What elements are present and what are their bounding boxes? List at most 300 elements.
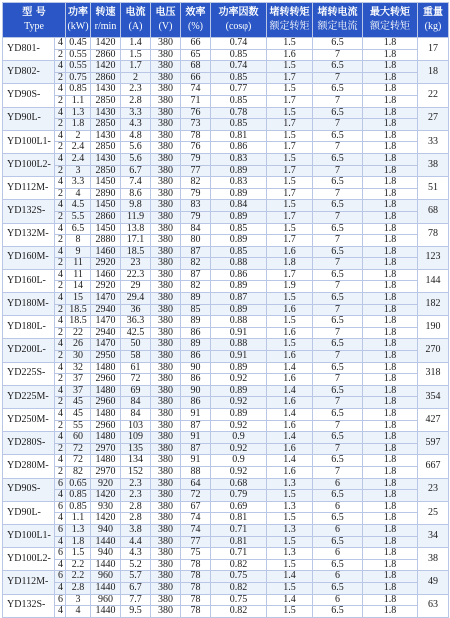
locked-torque-cell: 1.5	[267, 177, 313, 189]
power-cell: 1.8	[66, 536, 91, 548]
weight-cell: 38	[418, 548, 449, 571]
power-cell: 26	[66, 339, 91, 351]
poles-cell: 4	[55, 536, 66, 548]
power-cell: 0.55	[66, 49, 91, 61]
voltage-cell: 380	[151, 536, 181, 548]
table-row	[3, 432, 449, 444]
current-cell: 29	[121, 281, 151, 293]
current-cell: 1.4	[121, 38, 151, 50]
locked-current-cell: 7	[313, 72, 363, 84]
current-cell: 4.8	[121, 130, 151, 142]
speed-cell: 1430	[91, 107, 121, 119]
power-cell: 9	[66, 246, 91, 258]
efficiency-cell: 79	[181, 188, 211, 200]
locked-torque-cell: 1.5	[267, 339, 313, 351]
power-factor-cell: 0.86	[211, 142, 267, 154]
locked-torque-cell: 1.7	[267, 165, 313, 177]
locked-torque-cell: 1.5	[267, 316, 313, 328]
voltage-cell: 380	[151, 606, 181, 618]
power-factor-cell: 0.69	[211, 501, 267, 513]
poles-cell: 2	[55, 351, 66, 363]
efficiency-cell: 91	[181, 409, 211, 421]
efficiency-cell: 76	[181, 142, 211, 154]
efficiency-cell: 74	[181, 524, 211, 536]
poles-cell: 6	[55, 594, 66, 606]
current-cell: 109	[121, 432, 151, 444]
max-torque-cell: 1.8	[363, 606, 418, 618]
max-torque-cell: 1.8	[363, 409, 418, 421]
voltage-cell: 380	[151, 84, 181, 96]
max-torque-cell: 1.8	[363, 281, 418, 293]
locked-torque-cell: 1.6	[267, 443, 313, 455]
model-cell: YD132M-	[3, 223, 55, 246]
poles-cell: 2	[55, 95, 66, 107]
poles-cell: 4	[55, 559, 66, 571]
locked-current-cell: 7	[313, 443, 363, 455]
table-row	[3, 536, 449, 548]
header-voltage: 电压 (V)	[151, 3, 181, 38]
current-cell: 1.7	[121, 61, 151, 73]
locked-current-cell: 7	[313, 304, 363, 316]
voltage-cell: 380	[151, 490, 181, 502]
current-cell: 84	[121, 397, 151, 409]
header-max-torque: 最大转矩 额定转矩	[363, 3, 418, 38]
power-cell: 37	[66, 385, 91, 397]
poles-cell: 2	[55, 281, 66, 293]
voltage-cell: 380	[151, 594, 181, 606]
model-cell: YD100L2-	[3, 153, 55, 176]
efficiency-cell: 89	[181, 339, 211, 351]
locked-torque-cell: 1.6	[267, 327, 313, 339]
table-row	[3, 374, 449, 386]
max-torque-cell: 1.8	[363, 327, 418, 339]
efficiency-cell: 85	[181, 304, 211, 316]
weight-cell: 123	[418, 246, 449, 269]
table-row	[3, 409, 449, 421]
power-cell: 0.45	[66, 38, 91, 50]
poles-cell: 2	[55, 397, 66, 409]
table-row	[3, 455, 449, 467]
power-cell: 1.5	[66, 548, 91, 560]
power-cell: 0.85	[66, 84, 91, 96]
power-factor-cell: 0.85	[211, 72, 267, 84]
table-row	[3, 385, 449, 397]
voltage-cell: 380	[151, 351, 181, 363]
locked-current-cell: 6.5	[313, 61, 363, 73]
max-torque-cell: 1.8	[363, 84, 418, 96]
poles-cell: 6	[55, 478, 66, 490]
power-cell: 0.65	[66, 478, 91, 490]
efficiency-cell: 67	[181, 501, 211, 513]
efficiency-cell: 77	[181, 165, 211, 177]
speed-cell: 1440	[91, 559, 121, 571]
power-cell: 4	[66, 188, 91, 200]
locked-current-cell: 7	[313, 397, 363, 409]
speed-cell: 1420	[91, 38, 121, 50]
speed-cell: 1440	[91, 536, 121, 548]
speed-cell: 1430	[91, 130, 121, 142]
speed-cell: 1450	[91, 177, 121, 189]
voltage-cell: 380	[151, 61, 181, 73]
speed-cell: 2880	[91, 235, 121, 247]
current-cell: 103	[121, 420, 151, 432]
locked-current-cell: 6.5	[313, 84, 363, 96]
power-factor-cell: 0.83	[211, 177, 267, 189]
poles-cell: 4	[55, 84, 66, 96]
speed-cell: 1430	[91, 84, 121, 96]
table-row	[3, 501, 449, 513]
speed-cell: 1480	[91, 362, 121, 374]
current-cell: 2.3	[121, 84, 151, 96]
current-cell: 4.3	[121, 119, 151, 131]
current-cell: 7.4	[121, 177, 151, 189]
efficiency-cell: 90	[181, 362, 211, 374]
voltage-cell: 380	[151, 38, 181, 50]
max-torque-cell: 1.8	[363, 397, 418, 409]
voltage-cell: 380	[151, 409, 181, 421]
locked-current-cell: 7	[313, 211, 363, 223]
max-torque-cell: 1.8	[363, 594, 418, 606]
power-factor-cell: 0.74	[211, 38, 267, 50]
locked-current-cell: 6.5	[313, 339, 363, 351]
table-row	[3, 443, 449, 455]
current-cell: 29.4	[121, 293, 151, 305]
power-factor-cell: 0.92	[211, 443, 267, 455]
power-factor-cell: 0.88	[211, 258, 267, 270]
voltage-cell: 380	[151, 95, 181, 107]
efficiency-cell: 91	[181, 455, 211, 467]
power-factor-cell: 0.71	[211, 524, 267, 536]
current-cell: 2.8	[121, 95, 151, 107]
weight-cell: 27	[418, 107, 449, 130]
table-row	[3, 559, 449, 571]
locked-current-cell: 6	[313, 524, 363, 536]
locked-current-cell: 6.5	[313, 513, 363, 525]
max-torque-cell: 1.8	[363, 316, 418, 328]
current-cell: 5.7	[121, 571, 151, 583]
locked-torque-cell: 1.5	[267, 536, 313, 548]
table-row	[3, 490, 449, 502]
power-cell: 18.5	[66, 304, 91, 316]
voltage-cell: 380	[151, 211, 181, 223]
model-cell: YD801-	[3, 38, 55, 61]
weight-cell: 63	[418, 594, 449, 617]
poles-cell: 2	[55, 327, 66, 339]
locked-torque-cell: 1.5	[267, 582, 313, 594]
voltage-cell: 380	[151, 420, 181, 432]
speed-cell: 1450	[91, 200, 121, 212]
poles-cell: 4	[55, 107, 66, 119]
locked-torque-cell: 1.3	[267, 501, 313, 513]
poles-cell: 2	[55, 72, 66, 84]
table-row	[3, 548, 449, 560]
speed-cell: 1480	[91, 385, 121, 397]
table-row	[3, 571, 449, 583]
speed-cell: 2950	[91, 351, 121, 363]
table-row	[3, 165, 449, 177]
current-cell: 18.5	[121, 246, 151, 258]
poles-cell: 4	[55, 339, 66, 351]
power-cell: 2	[66, 130, 91, 142]
current-cell: 50	[121, 339, 151, 351]
poles-cell: 4	[55, 362, 66, 374]
efficiency-cell: 78	[181, 559, 211, 571]
header-locked-current: 堵转电流 额定电流	[313, 3, 363, 38]
locked-torque-cell: 1.7	[267, 142, 313, 154]
power-cell: 4	[66, 606, 91, 618]
poles-cell: 6	[55, 524, 66, 536]
power-cell: 55	[66, 420, 91, 432]
current-cell: 8.6	[121, 188, 151, 200]
power-cell: 6.5	[66, 223, 91, 235]
locked-torque-cell: 1.5	[267, 559, 313, 571]
current-cell: 4.3	[121, 548, 151, 560]
voltage-cell: 380	[151, 524, 181, 536]
max-torque-cell: 1.8	[363, 49, 418, 61]
speed-cell: 2940	[91, 327, 121, 339]
power-cell: 15	[66, 293, 91, 305]
current-cell: 17.1	[121, 235, 151, 247]
speed-cell: 1480	[91, 409, 121, 421]
voltage-cell: 380	[151, 385, 181, 397]
max-torque-cell: 1.8	[363, 304, 418, 316]
voltage-cell: 380	[151, 142, 181, 154]
model-cell: YD90S-	[3, 84, 55, 107]
poles-cell: 2	[55, 420, 66, 432]
current-cell: 5.6	[121, 153, 151, 165]
max-torque-cell: 1.8	[363, 420, 418, 432]
table-row	[3, 594, 449, 606]
locked-current-cell: 6.5	[313, 38, 363, 50]
voltage-cell: 380	[151, 374, 181, 386]
weight-cell: 270	[418, 339, 449, 362]
power-cell: 3.3	[66, 177, 91, 189]
locked-torque-cell: 1.5	[267, 84, 313, 96]
max-torque-cell: 1.8	[363, 153, 418, 165]
max-torque-cell: 1.8	[363, 559, 418, 571]
table-row	[3, 582, 449, 594]
power-factor-cell: 0.68	[211, 478, 267, 490]
power-factor-cell: 0.89	[211, 304, 267, 316]
poles-cell: 4	[55, 513, 66, 525]
table-row	[3, 95, 449, 107]
speed-cell: 2850	[91, 95, 121, 107]
max-torque-cell: 1.8	[363, 513, 418, 525]
model-cell: YD112M-	[3, 571, 55, 594]
voltage-cell: 380	[151, 188, 181, 200]
efficiency-cell: 82	[181, 258, 211, 270]
poles-cell: 2	[55, 165, 66, 177]
poles-cell: 4	[55, 153, 66, 165]
header-power-factor: 功率因数 (cosφ)	[211, 3, 267, 38]
speed-cell: 2860	[91, 72, 121, 84]
power-factor-cell: 0.91	[211, 351, 267, 363]
locked-current-cell: 7	[313, 165, 363, 177]
weight-cell: 49	[418, 571, 449, 594]
power-factor-cell: 0.75	[211, 571, 267, 583]
locked-current-cell: 6.5	[313, 432, 363, 444]
power-factor-cell: 0.81	[211, 536, 267, 548]
efficiency-cell: 83	[181, 200, 211, 212]
voltage-cell: 380	[151, 258, 181, 270]
power-factor-cell: 0.81	[211, 130, 267, 142]
max-torque-cell: 1.8	[363, 119, 418, 131]
efficiency-cell: 76	[181, 107, 211, 119]
power-factor-cell: 0.85	[211, 223, 267, 235]
efficiency-cell: 75	[181, 548, 211, 560]
poles-cell: 2	[55, 142, 66, 154]
voltage-cell: 380	[151, 72, 181, 84]
locked-current-cell: 7	[313, 327, 363, 339]
voltage-cell: 380	[151, 130, 181, 142]
weight-cell: 68	[418, 200, 449, 223]
speed-cell: 1460	[91, 269, 121, 281]
table-row	[3, 153, 449, 165]
poles-cell: 4	[55, 490, 66, 502]
efficiency-cell: 78	[181, 582, 211, 594]
locked-torque-cell: 1.5	[267, 293, 313, 305]
locked-current-cell: 6	[313, 548, 363, 560]
max-torque-cell: 1.8	[363, 130, 418, 142]
power-factor-cell: 0.85	[211, 246, 267, 258]
max-torque-cell: 1.8	[363, 188, 418, 200]
current-cell: 4.4	[121, 536, 151, 548]
current-cell: 2.8	[121, 513, 151, 525]
locked-current-cell: 7	[313, 374, 363, 386]
current-cell: 42.5	[121, 327, 151, 339]
efficiency-cell: 86	[181, 327, 211, 339]
model-cell: YD100L2-	[3, 548, 55, 571]
speed-cell: 920	[91, 478, 121, 490]
max-torque-cell: 1.8	[363, 466, 418, 478]
voltage-cell: 380	[151, 501, 181, 513]
max-torque-cell: 1.8	[363, 362, 418, 374]
motor-spec-sheet	[2, 2, 448, 617]
weight-cell: 78	[418, 223, 449, 246]
locked-torque-cell: 1.4	[267, 571, 313, 583]
voltage-cell: 380	[151, 582, 181, 594]
voltage-cell: 380	[151, 478, 181, 490]
locked-torque-cell: 1.6	[267, 420, 313, 432]
model-cell: YD90L-	[3, 501, 55, 524]
table-row	[3, 61, 449, 73]
locked-torque-cell: 1.8	[267, 258, 313, 270]
power-factor-cell: 0.71	[211, 548, 267, 560]
power-cell: 60	[66, 432, 91, 444]
efficiency-cell: 72	[181, 490, 211, 502]
poles-cell: 4	[55, 38, 66, 50]
locked-current-cell: 6	[313, 501, 363, 513]
speed-cell: 940	[91, 524, 121, 536]
locked-current-cell: 6.5	[313, 582, 363, 594]
voltage-cell: 380	[151, 165, 181, 177]
current-cell: 2.3	[121, 490, 151, 502]
locked-torque-cell: 1.5	[267, 200, 313, 212]
table-row	[3, 84, 449, 96]
max-torque-cell: 1.8	[363, 211, 418, 223]
poles-cell: 4	[55, 223, 66, 235]
speed-cell: 2860	[91, 49, 121, 61]
weight-cell: 597	[418, 432, 449, 455]
max-torque-cell: 1.8	[363, 269, 418, 281]
speed-cell: 1470	[91, 316, 121, 328]
locked-current-cell: 6.5	[313, 177, 363, 189]
table-row	[3, 211, 449, 223]
poles-cell: 2	[55, 49, 66, 61]
header-efficiency: 效率 (%)	[181, 3, 211, 38]
poles-cell: 6	[55, 571, 66, 583]
max-torque-cell: 1.8	[363, 142, 418, 154]
poles-cell: 4	[55, 409, 66, 421]
power-factor-cell: 0.81	[211, 513, 267, 525]
locked-current-cell: 7	[313, 351, 363, 363]
table-row	[3, 142, 449, 154]
speed-cell: 2920	[91, 281, 121, 293]
power-cell: 14	[66, 281, 91, 293]
locked-current-cell: 6	[313, 594, 363, 606]
weight-cell: 182	[418, 293, 449, 316]
table-row	[3, 362, 449, 374]
power-cell: 3	[66, 165, 91, 177]
power-factor-cell: 0.92	[211, 374, 267, 386]
speed-cell: 2850	[91, 165, 121, 177]
power-factor-cell: 0.84	[211, 200, 267, 212]
poles-cell: 4	[55, 432, 66, 444]
power-cell: 72	[66, 443, 91, 455]
voltage-cell: 380	[151, 107, 181, 119]
current-cell: 11.9	[121, 211, 151, 223]
max-torque-cell: 1.8	[363, 443, 418, 455]
poles-cell: 6	[55, 501, 66, 513]
power-factor-cell: 0.83	[211, 153, 267, 165]
efficiency-cell: 65	[181, 49, 211, 61]
efficiency-cell: 66	[181, 38, 211, 50]
power-factor-cell: 0.89	[211, 409, 267, 421]
model-cell: YD280S-	[3, 432, 55, 455]
voltage-cell: 380	[151, 246, 181, 258]
power-factor-cell: 0.77	[211, 84, 267, 96]
power-cell: 0.75	[66, 72, 91, 84]
weight-cell: 25	[418, 501, 449, 524]
locked-torque-cell: 1.5	[267, 223, 313, 235]
table-row	[3, 339, 449, 351]
max-torque-cell: 1.8	[363, 107, 418, 119]
speed-cell: 2940	[91, 304, 121, 316]
power-cell: 11	[66, 258, 91, 270]
locked-current-cell: 7	[313, 119, 363, 131]
max-torque-cell: 1.8	[363, 246, 418, 258]
max-torque-cell: 1.8	[363, 536, 418, 548]
current-cell: 84	[121, 409, 151, 421]
voltage-cell: 380	[151, 466, 181, 478]
efficiency-cell: 79	[181, 153, 211, 165]
locked-torque-cell: 1.3	[267, 548, 313, 560]
max-torque-cell: 1.8	[363, 293, 418, 305]
table-row	[3, 223, 449, 235]
weight-cell: 34	[418, 524, 449, 547]
voltage-cell: 380	[151, 177, 181, 189]
current-cell: 7.7	[121, 594, 151, 606]
efficiency-cell: 89	[181, 293, 211, 305]
locked-current-cell: 7	[313, 281, 363, 293]
locked-current-cell: 6.5	[313, 153, 363, 165]
voltage-cell: 380	[151, 281, 181, 293]
efficiency-cell: 78	[181, 594, 211, 606]
model-cell: YD100L1-	[3, 130, 55, 153]
current-cell: 3.3	[121, 107, 151, 119]
efficiency-cell: 68	[181, 61, 211, 73]
max-torque-cell: 1.8	[363, 385, 418, 397]
